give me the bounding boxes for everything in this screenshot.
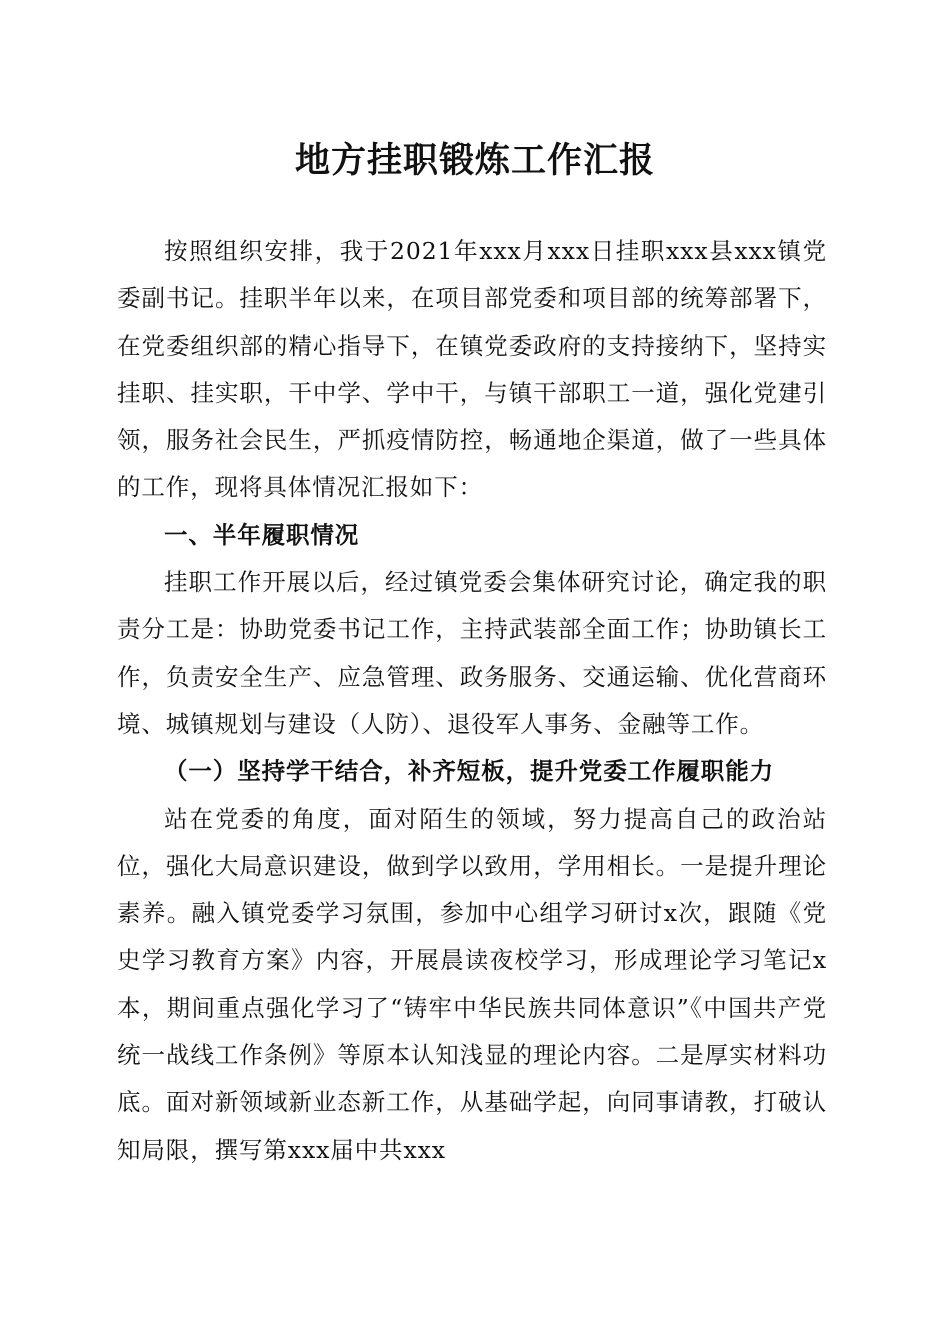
section-heading: 一、半年履职情况 bbox=[164, 520, 360, 549]
document-body bbox=[117, 228, 827, 1174]
subsection-heading: （一）坚持学干结合，补齐短板，提升党委工作履职能力 bbox=[164, 757, 774, 786]
document-title: 地方挂职锻炼工作汇报 bbox=[294, 140, 655, 181]
study-paragraph: 站在党委的角度，面对陌生的领域，努力提高自己的政治站位，强化大局意识建设，做到学以致用，学用相长。一是提升理论素养。融入镇党委学习氛围，参加中心组学习研讨x次，跟随《党史学习教育方案》内容，开展晨读夜校学习，形成理论学习笔记x本，期间重点强化学习了“铸牢中华民族共同体意识”《中国共产党统一战线工作条例》等原本认知浅显的理论内容。二是厚实材料功底。面对新领域新业态新工作，从基础学起，向同事请教，打破认知局限，撰写第xxx届中共xxx bbox=[117, 804, 827, 1164]
duties-paragraph: 挂职工作开展以后，经过镇党委会集体研究讨论，确定我的职责分工是：协助党委书记工作，主持武装部全面工作；协助镇长工作，负责安全生产、应急管理、政务服务、交通运输、优化营商环境、城镇规划与建设（人防）、退役军人事务、金融等工作。 bbox=[117, 568, 827, 738]
intro-paragraph: 按照组织安排，我于2021年xxx月xxx日挂职xxx县xxx镇党委副书记。挂职半年以来，在项目部党委和项目部的统筹部署下，在党委组织部的精心指导下，在镇党委政府的支持接纳下，坚持实挂职、挂实职，干中学、学中干，与镇干部职工一道，强化党建引领，服务社会民生，严抓疫情防控，畅通地企渠道，做了一些具体的工作，现将具体情况汇报如下： bbox=[117, 237, 827, 502]
